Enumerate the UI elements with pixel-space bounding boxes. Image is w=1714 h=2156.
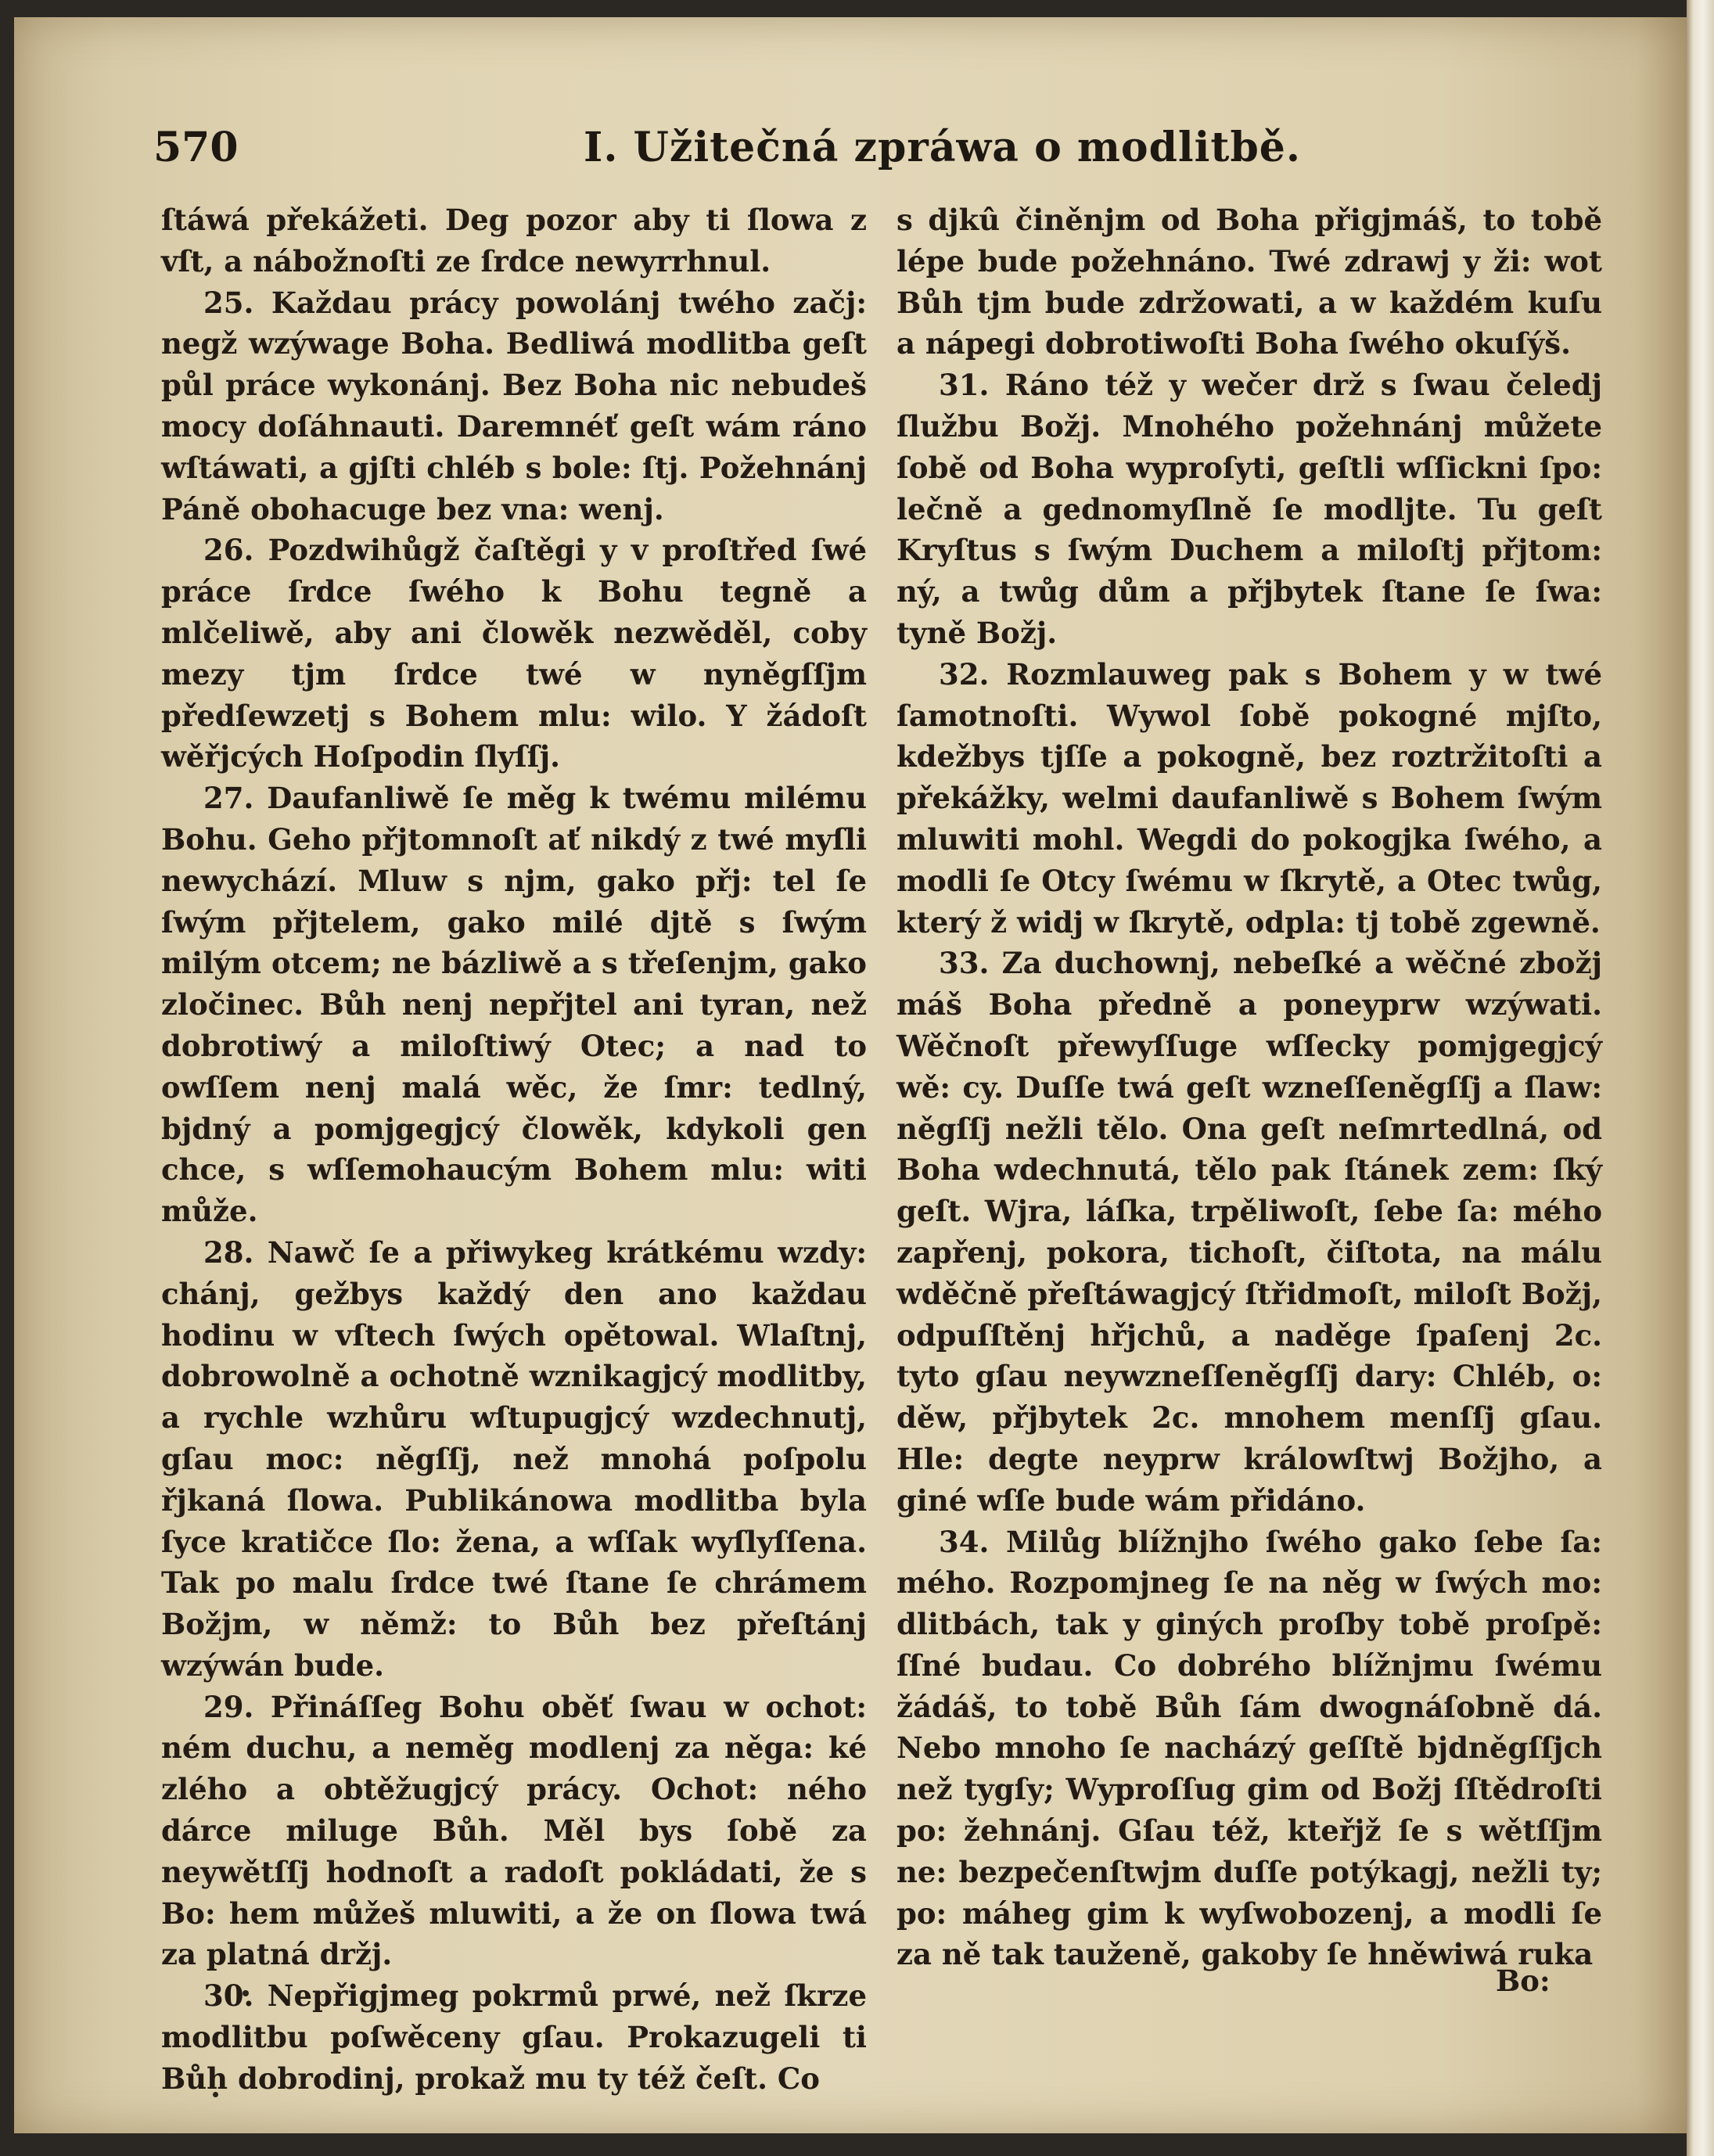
paragraph-32: 32. Rozmlauweg pak s Bohem y w twé ſamotnoſti. Wywol ſobě pokogné mjſto, kdežbys tjſſe a pokogně, bez roztržitoſti a překážky, welmi daufanliwě s Bohem ſwým mluwiti mohl. Wegdi do pokogjka ſwého, a modli ſe Otcy ſwému w ſkrytě, a Otec twůg, který ž widj w ſkrytě, odpla: tj tobě zgewně. [897, 656, 1602, 940]
page-header [153, 124, 1608, 194]
paragraph-30: 30. Nepřigjmeg pokrmů prwé, než ſkrze modlitbu poſwěceny gſau. Prokazugeli ti Bůh dobrodinj, prokaž mu ty též čeſt. Co [161, 1978, 867, 2096]
page-number: 570 [153, 124, 239, 171]
right-column [897, 199, 1602, 1975]
paragraph-28: 28. Nawč ſe a přiwykeg krátkému wzdy: chánj, gežbys každý den ano každau hodinu w vſtech ſwých opětowal. Wlaſtnj, dobrowolně a ochotně wznikagjcý modlitby, a rychle wzhůru wſtupugjcý wzdechnutj, gſau moc: něgſſj, než mnohá poſpolu řjkaná ſlowa. Publikánowa modlitba byla ſyce kratičce ſlo: žena, a wſſak wyſlyſſena. Tak po malu ſrdce twé ſtane ſe chrámem Božjm, w němž: to Bůh bez přeſtánj wzýwán bude. [161, 1234, 867, 1683]
paragraph-31: 31. Ráno též y wečer drž s ſwau čeledj ſlužbu Božj. Mnohého požehnánj můžete ſobě od Boha wyproſyti, geſtli wſſickni ſpo: lečně a gednomyſlně ſe modljte. Tu geſt Kryſtus s ſwým Duchem a miloſtj přjtom: ný, a twůg dům a přjbytek ſtane ſe ſwa: tyně Božj. [897, 368, 1602, 650]
paragraph-33: 33. Za duchownj, nebeſké a wěčné zbožj máš Boha předně a poneyprw wzýwati. Wěčnoſt přewyſſuge wſſecky pomjgegjcý wě: cy. Duſſe twá geſt wzneſſeněgſſj a ſlaw: něgſſj nežli tělo. Ona geſt neſmrtedlná, od Boha wdechnutá, tělo pak ſtánek zem: ſký geſt. Wjra, láſka, trpěliwoſt, ſebe ſa: mého zapřenj, pokora, tichoſt, čiſtota, na málu wděčně přeſtáwagjcý ſtřidmoſt, miloſt Božj, odpuſſtěnj hřjchů, a naděge ſpaſenj 2c. tyto gſau neywzneſſeněgſſj dary: Chléb, o: děw, přjbytek 2c. mnohem menſſj gſau. Hle: degte neyprw králowſtwj Božjho, a giné wſſe bude wám přidáno. [897, 946, 1602, 1518]
paragraph-26: 26. Pozdwihůgž čaſtěgi y v proſtřed ſwé práce ſrdce ſwého k Bohu tegně a mlčeliwě, aby ani člowěk nezwěděl, coby mezy tjm ſrdce twé w nyněgſſjm předſewzetj s Bohem mlu: wilo. Y žádoſt wěřjcých Hoſpodin ſlyſſj. [161, 533, 867, 774]
paragraph-30-continued: s djkû činěnjm od Boha přigjmáš, to tobě lépe bude požehnáno. Twé zdrawj y ži: wot Bůh tjm bude zdržowati, a w každém kuſu a nápegi dobrotiwoſti Boha ſwého okuſýš. [897, 203, 1602, 361]
paragraph-34: 34. Milůg blížnjho ſwého gako ſebe ſa: mého. Rozpomjneg ſe na něg w ſwých mo: dlitbách, tak y giných proſby tobě proſpě: ſſné budau. Co dobrého blížnjmu ſwému žádáš, to tobě Bůh ſám dwognáſobně dá. Nebo mnoho ſe nacházý geſſtě bjdněgſſjch než tygſy; Wyproſſug gim od Božj ſſtědroſti po: žehnánj. Gſau též, kteřjž ſe s wětſſjm ne: bezpečenſtwjm duſſe potýkagj, nežli ty; po: máheg gim k wyſwobozenj, a modli ſe za ně tak tauženě, gakoby ſe hněwiwá ruka [897, 1524, 1602, 1972]
paragraph-25: 25. Každau prácy powolánj twého začj: negž wzýwage Boha. Bedliwá modlitba geſt půl práce wykonánj. Bez Boha nic nebudeš mocy doſáhnauti. Daremnéť geſt wám ráno wſtáwati, a gjſti chléb s bole: ſtj. Požehnánj Páně obohacuge bez vna: wenj. [161, 285, 867, 526]
left-column [161, 199, 867, 2100]
paragraph-continuation: ſtáwá překážeti. Deg pozor aby ti ſlowa z vſt, a nábožnoſti ze ſrdce newyrrhnul. [161, 203, 867, 278]
running-title: I. Užitečná zpráwa o modlitbě. [584, 124, 1301, 171]
paragraph-29: 29. Přináſſeg Bohu oběť ſwau w ochot: ném duchu, a neměg modlenj za něga: ké zlého a obtěžugjcý prácy. Ochot: ného dárce miluge Bůh. Měl bys ſobě za neywětſſj hodnoſt a radoſt pokládati, že s Bo: hem můžeš mluwiti, a že on ſlowa twá za platná držj. [161, 1689, 867, 1972]
catchword: Bo: [1496, 1964, 1551, 1998]
paragraph-27: 27. Daufanliwě ſe měg k twému milému Bohu. Geho přjtomnoſt ať nikdý z twé myſli newychází. Mluw s njm, gako přj: tel ſe ſwým přjtelem, gako milé djtě s ſwým milým otcem; ne bázliwě a s třeſenjm, gako zločinec. Bůh nenj nepřjtel ani tyran, než dobrotiwý a miloſtiwý Otec; a nad to owſſem nenj malá wěc, že ſmr: tedlný, bjdný a pomjgegjcý člowěk, kdykoli gen chce, s wſſemohaucým Bohem mlu: witi může. [161, 781, 867, 1229]
page-edge [1687, 0, 1714, 2156]
